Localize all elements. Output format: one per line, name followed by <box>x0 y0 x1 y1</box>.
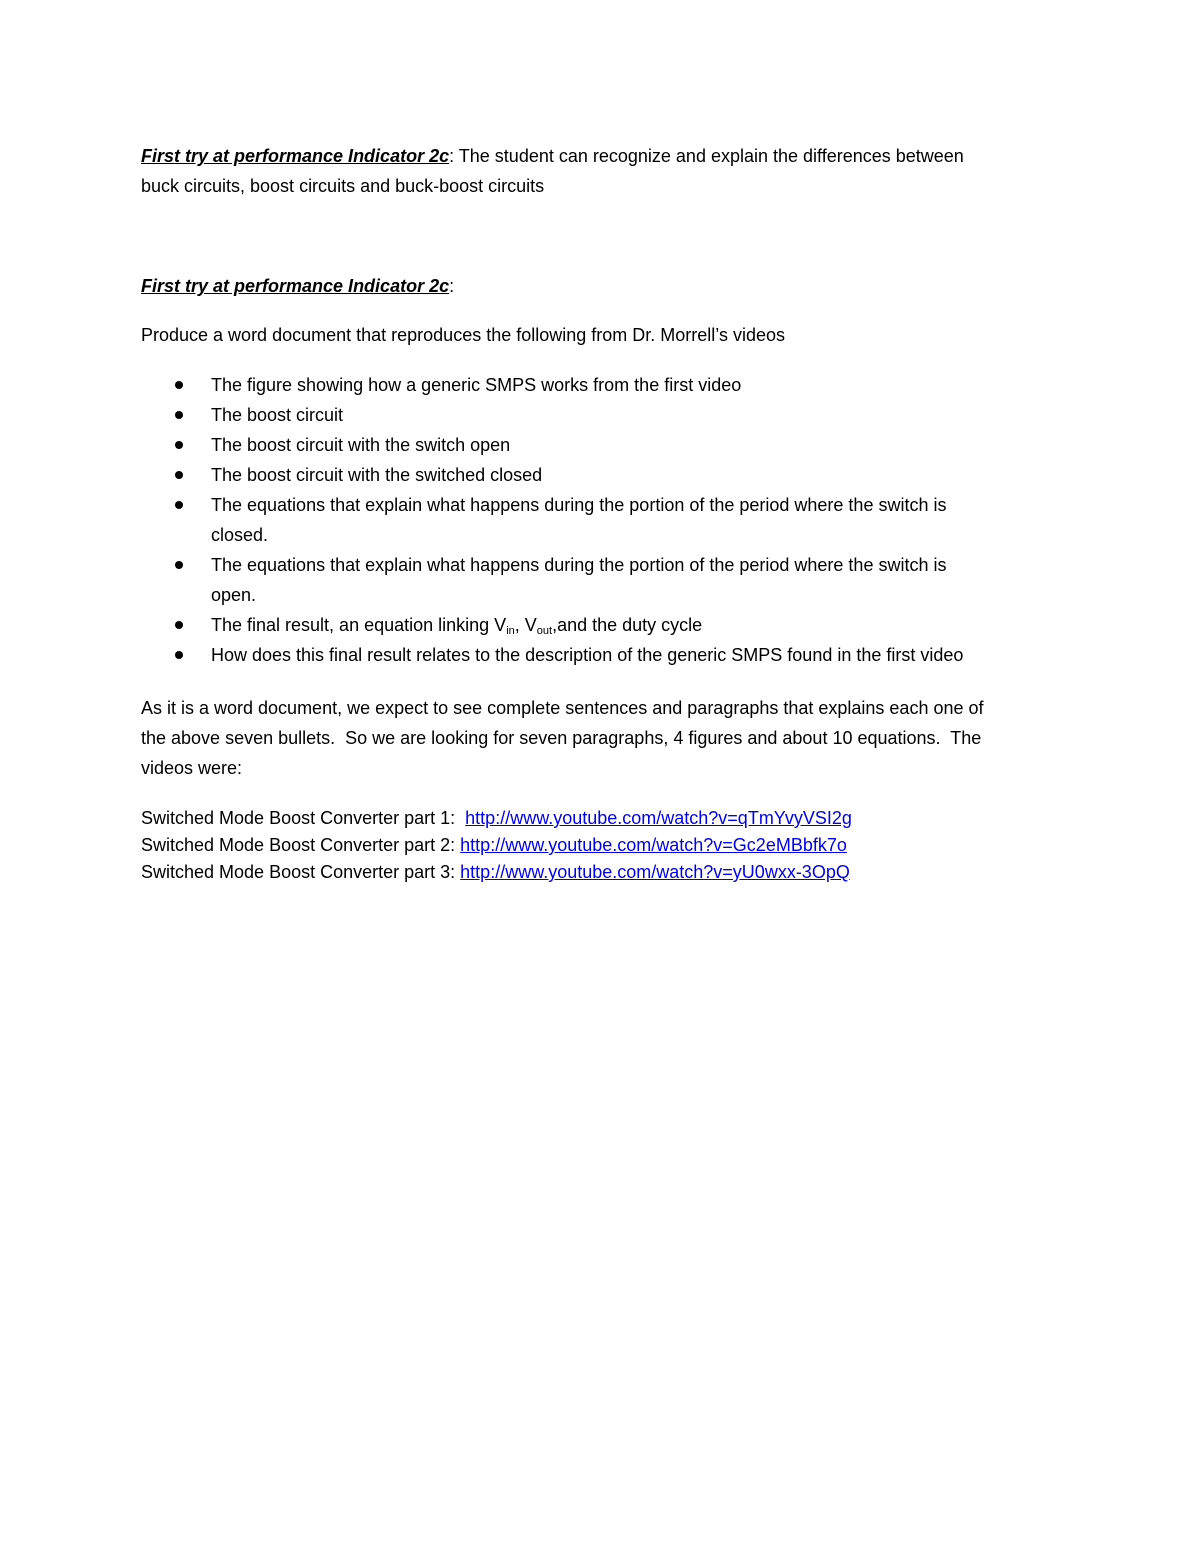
intro-heading: First try at performance Indicator 2c <box>141 146 450 166</box>
section-heading: First try at performance Indicator 2c <box>141 276 450 296</box>
video-link-row <box>141 859 1061 886</box>
section-lead <box>141 320 1061 350</box>
list-item-text: How does this final result relates to the description of the generic SMPS found in the first video <box>211 645 964 665</box>
closing-line-2: the above seven bullets. So we are looking for seven paragraphs, 4 figures and about 10 equations. The <box>141 728 982 748</box>
video-link-2[interactable]: http://www.youtube.com/watch?v=Gc2eMBbfk7o <box>460 835 847 855</box>
closing-line-3: videos were: <box>141 758 243 778</box>
section-heading-line <box>141 271 1061 301</box>
list-item-text: The equations that explain what happens during the portion of the period where the switch is <box>211 555 947 575</box>
bullet-icon <box>175 411 183 419</box>
list-item-text-cont: open. <box>211 585 257 605</box>
list-item-text: The final result, an equation linking V <box>211 615 507 635</box>
intro-colon: : <box>449 146 455 166</box>
video-link-row <box>141 805 1061 832</box>
intro-line-1 <box>141 141 1061 171</box>
bullet-icon <box>175 651 183 659</box>
intro-text-2: buck circuits, boost circuits and buck-boost circuits <box>141 176 545 196</box>
vout-subscript: out <box>536 625 553 637</box>
video-links <box>141 805 1061 886</box>
list-item-text: The figure showing how a generic SMPS works from the first video <box>211 375 742 395</box>
section-lead-text: Produce a word document that reproduces the following from Dr. Morrell’s videos <box>141 325 785 345</box>
video-link-label: Switched Mode Boost Converter part 3: <box>141 862 461 882</box>
list-item-text: The boost circuit with the switch open <box>211 435 511 455</box>
video-link-label: Switched Mode Boost Converter part 1: <box>141 808 466 828</box>
video-link-row <box>141 832 1061 859</box>
intro-text-1: The student can recognize and explain the differences between <box>454 146 964 166</box>
intro-paragraph <box>141 141 1061 201</box>
bullet-list <box>141 370 1061 670</box>
bullet-icon <box>175 441 183 449</box>
list-item <box>141 640 1061 670</box>
list-item <box>141 460 1061 490</box>
list-item <box>141 430 1061 460</box>
list-item-text: The boost circuit <box>211 405 344 425</box>
list-item <box>141 400 1061 430</box>
list-item <box>141 550 1061 610</box>
video-link-3[interactable]: http://www.youtube.com/watch?v=yU0wxx-3OpQ <box>460 862 850 882</box>
list-item-text-post: ,and the duty cycle <box>552 615 703 635</box>
list-item <box>141 370 1061 400</box>
video-link-label: Switched Mode Boost Converter part 2: <box>141 835 461 855</box>
list-item-text-cont: closed. <box>211 525 269 545</box>
video-link-1[interactable]: http://www.youtube.com/watch?v=qTmYvyVSI2g <box>465 808 852 828</box>
bullet-icon <box>175 561 183 569</box>
list-item <box>141 490 1061 550</box>
list-item-text: The boost circuit with the switched closed <box>211 465 543 485</box>
closing-paragraph <box>141 693 1061 783</box>
bullet-icon <box>175 471 183 479</box>
bullet-icon <box>175 501 183 509</box>
bullet-icon <box>175 621 183 629</box>
list-item-text-mid: , V <box>514 615 537 635</box>
bullet-icon <box>175 381 183 389</box>
list-item <box>141 610 1061 640</box>
vin-subscript: in <box>506 625 515 637</box>
section-colon: : <box>449 276 455 296</box>
closing-line-1: As it is a word document, we expect to see complete sentences and paragraphs that explains each one of <box>141 698 984 718</box>
list-item-text: The equations that explain what happens during the portion of the period where the switch is <box>211 495 947 515</box>
